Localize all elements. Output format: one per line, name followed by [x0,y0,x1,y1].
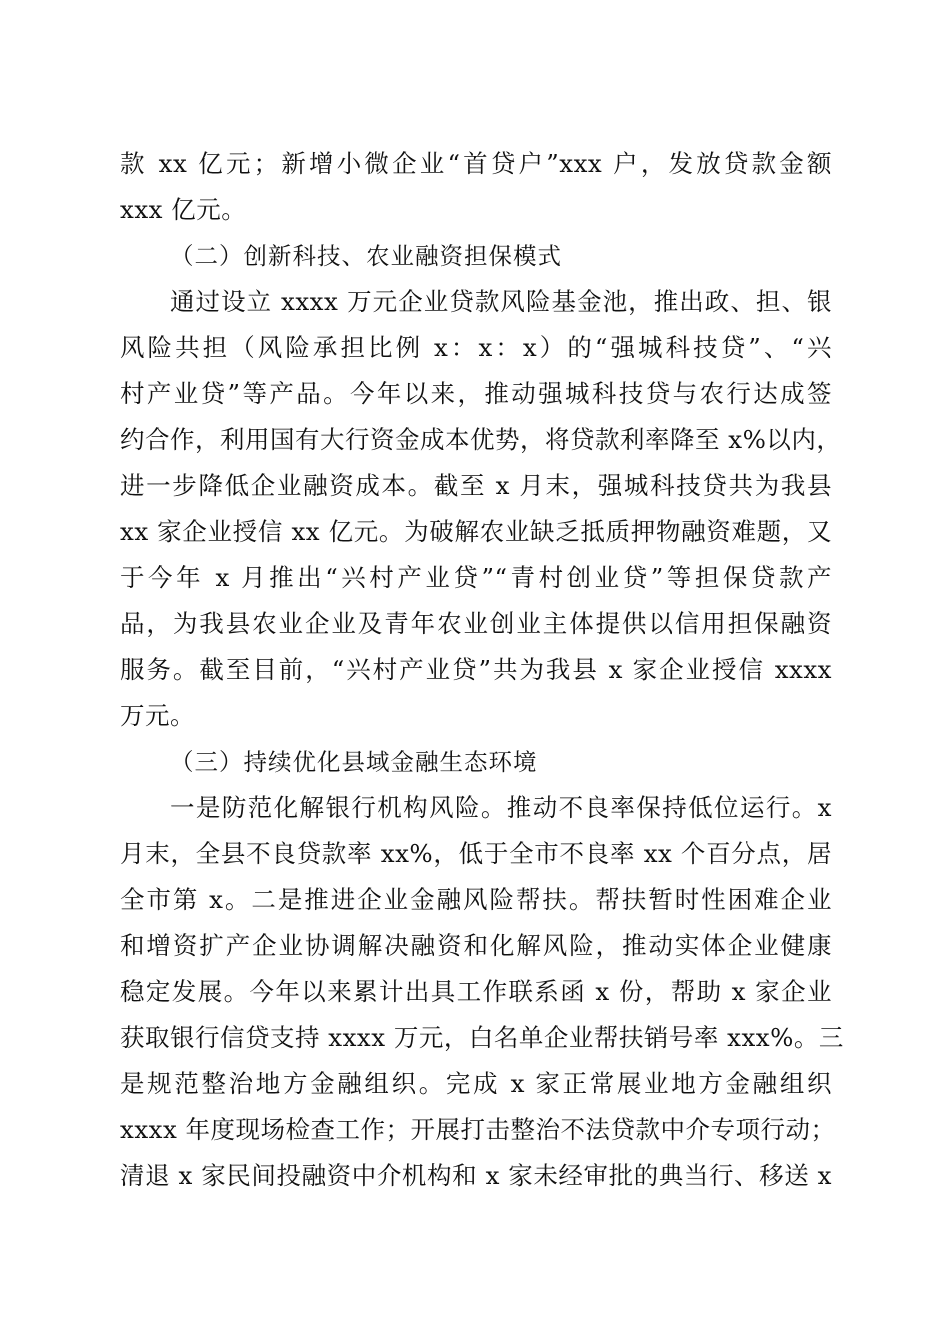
paragraph-line: 于今年 x 月推出“兴村产业贷”“青村创业贷”等担保贷款产 [120,563,832,592]
section-heading-3: （三）持续优化县域金融生态环境 [170,748,538,776]
paragraph-line: xx 家企业授信 xx 亿元。为破解农业缺乏抵质押物融资难题，又 [120,517,832,546]
paragraph-line: 稳定发展。今年以来累计出具工作联系函 x 份，帮助 x 家企业 [120,977,832,1006]
paragraph-line: 全市第 x。二是推进企业金融风险帮扶。帮扶暂时性困难企业 [120,885,832,914]
paragraph-line: 村产业贷”等产品。今年以来，推动强城科技贷与农行达成签 [120,379,832,408]
paragraph-line: 进一步降低企业融资成本。截至 x 月末，强城科技贷共为我县 [120,471,832,500]
paragraph-line: xxxx 年度现场检查工作；开展打击整治不法贷款中介专项行动； [120,1115,836,1144]
paragraph-line: 通过设立 xxxx 万元企业贷款风险基金池，推出政、担、银 [170,287,832,316]
paragraph-line: xxx 亿元。 [120,195,247,224]
paragraph-line: 获取银行信贷支持 xxxx 万元，白名单企业帮扶销号率 xxx%。三 [120,1023,844,1052]
paragraph-line: 清退 x 家民间投融资中介机构和 x 家未经审批的典当行、移送 x [120,1161,832,1190]
paragraph-line: 品，为我县农业企业及青年农业创业主体提供以信用担保融资 [120,609,832,638]
paragraph-line: 风险共担（风险承担比例 x：x：x）的“强城科技贷”、“兴 [120,333,832,362]
paragraph-line: 月末，全县不良贷款率 xx%，低于全市不良率 xx 个百分点，居 [120,839,832,868]
paragraph-line: 款 xx 亿元；新增小微企业“首贷户”xxx 户，发放贷款金额 [120,149,832,178]
paragraph-line: 和增资扩产企业协调解决融资和化解风险，推动实体企业健康 [120,931,832,960]
paragraph-line: 一是防范化解银行机构风险。推动不良率保持低位运行。x [170,793,832,822]
paragraph-line: 万元。 [120,701,195,730]
paragraph-line: 是规范整治地方金融组织。完成 x 家正常展业地方金融组织 [120,1069,832,1098]
paragraph-line: 约合作，利用国有大行资金成本优势，将贷款利率降至 x%以内， [120,425,842,454]
section-heading-2: （二）创新科技、农业融资担保模式 [170,242,562,270]
paragraph-line: 服务。截至目前，“兴村产业贷”共为我县 x 家企业授信 xxxx [120,655,832,684]
